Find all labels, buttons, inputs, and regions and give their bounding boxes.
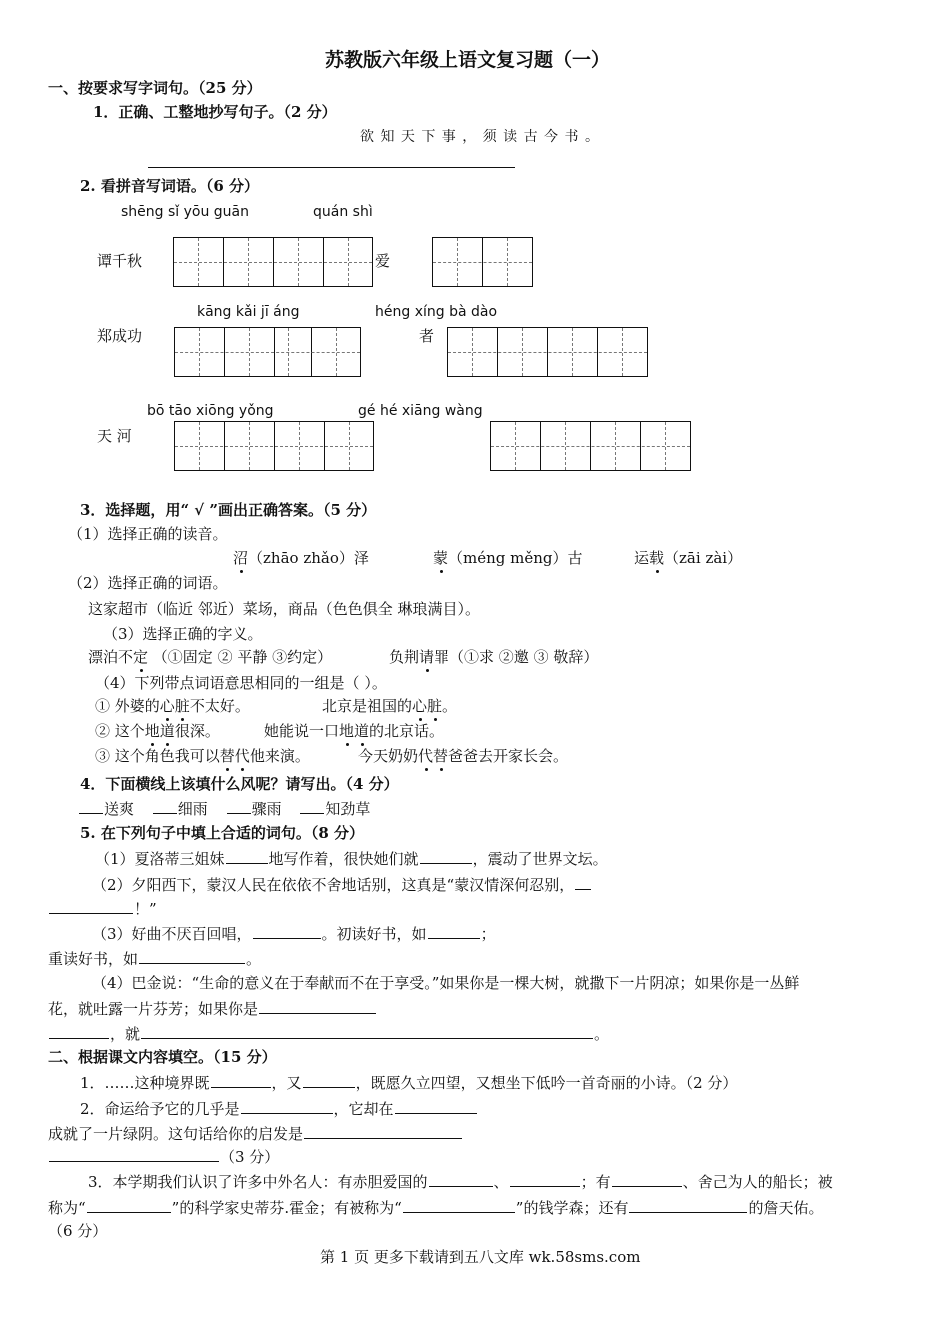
q5-s2: （2）夕阳西下，蒙汉人民在依依不舍地话别，这真是“蒙汉情深何忍别， bbox=[92, 874, 592, 895]
q4-label: 4．下面横线上该填什么风呢？请写出。（4 分） bbox=[80, 775, 399, 793]
row2-name: 郑成功 bbox=[97, 327, 143, 345]
part1-heading: 一、按要求写字词句。（25 分） bbox=[48, 79, 262, 97]
q5-s1: （1）夏洛蒂三姐妹 地写作着，很快她们就 ，震动了世界文坛。 bbox=[95, 850, 608, 868]
q3-s3-a: 漂泊不定 （①固定 ② 平静 ③约定） bbox=[88, 648, 333, 666]
q5-blank[interactable] bbox=[49, 1023, 109, 1039]
q5-blank[interactable] bbox=[253, 923, 321, 939]
q3-s3: （3）选择正确的字义。 bbox=[103, 625, 263, 643]
p2-blank[interactable] bbox=[510, 1171, 580, 1187]
grid-row2-a[interactable] bbox=[174, 327, 361, 377]
p2-blank[interactable] bbox=[211, 1072, 271, 1088]
page-footer: 第 1 页 更多下载请到五八文库 wk.58sms.com bbox=[320, 1248, 641, 1266]
p2-blank[interactable] bbox=[629, 1197, 747, 1213]
row3-name: 天 河 bbox=[97, 427, 132, 445]
q5-s3-b: 重读好书，如 。 bbox=[48, 950, 262, 968]
p2-blank[interactable] bbox=[612, 1171, 682, 1187]
p2-blank[interactable] bbox=[49, 1146, 219, 1162]
q5-blank[interactable] bbox=[226, 848, 268, 864]
q5-label: 5. 在下列句子中填上合适的词句。（8 分） bbox=[80, 824, 365, 842]
grid-row1-b[interactable] bbox=[432, 237, 533, 287]
q4-blank[interactable] bbox=[79, 798, 103, 814]
p2-q1: 1．……这种境界既 ，又 ，既愿久立四望，又想坐下低吟一首奇丽的小诗。（2 分） bbox=[80, 1074, 738, 1092]
p2-q3: 3．本学期我们认识了许多中外名人：有赤胆爱国的 、 ；有 、舍己为人的船长；被 bbox=[88, 1173, 833, 1191]
q5-blank[interactable] bbox=[49, 898, 133, 914]
part2-heading: 二、根据课文内容填空。（15 分） bbox=[48, 1048, 277, 1066]
p2-q2-b: 成就了一片绿阴。这句话给你的启发是 bbox=[48, 1123, 463, 1144]
p2-blank[interactable] bbox=[429, 1171, 493, 1187]
q3-s4-1a: ① 外婆的心脏不太好。 bbox=[95, 697, 250, 715]
grid-row1-a[interactable] bbox=[173, 237, 373, 287]
q4-blank[interactable] bbox=[153, 798, 177, 814]
p2-blank[interactable] bbox=[403, 1197, 515, 1213]
pinyin-row2-b: héng xíng bà dào bbox=[375, 304, 498, 320]
p2-q3-score: （6 分） bbox=[48, 1222, 108, 1240]
q4-blank[interactable] bbox=[300, 798, 324, 814]
q5-s4-c: ，就 。 bbox=[48, 1023, 609, 1044]
grid-row2-b[interactable] bbox=[447, 327, 648, 377]
row2-mid: 者 bbox=[419, 327, 435, 345]
row1-name: 谭千秋 bbox=[97, 252, 143, 270]
q5-blank[interactable] bbox=[420, 848, 472, 864]
q1-answer-line[interactable] bbox=[148, 167, 515, 168]
q3-s2: （2）选择正确的词语。 bbox=[68, 574, 228, 592]
q5-blank[interactable] bbox=[141, 1023, 593, 1039]
q3-s1-a: 沼（zhāo zhǎo）泽 bbox=[233, 549, 369, 567]
grid-row3-b[interactable] bbox=[490, 421, 691, 471]
page-title: 苏教版六年级上语文复习题（一） bbox=[325, 49, 611, 71]
p2-blank[interactable] bbox=[304, 1123, 462, 1139]
p2-q2-c: （3 分） bbox=[48, 1146, 279, 1167]
q5-blank[interactable] bbox=[259, 998, 376, 1014]
q1-sentence: 欲 知 天 下 事 ， 须 读 古 今 书 。 bbox=[360, 129, 600, 145]
pinyin-row1-a: shēng sǐ yōu guān bbox=[121, 204, 250, 220]
q3-s1: （1）选择正确的读音。 bbox=[68, 525, 228, 543]
p2-blank[interactable] bbox=[395, 1098, 477, 1114]
q4-items: 送爽 细雨 骤雨 知劲草 bbox=[78, 798, 370, 819]
q3-s4-3b: 今天奶奶代替爸爸去开家长会。 bbox=[358, 747, 569, 765]
p2-q3-b: 称为“ ”的科学家史蒂芬.霍金；有被称为“ ”的钱学森；还有 的詹天佑。 bbox=[48, 1199, 824, 1217]
p2-blank[interactable] bbox=[241, 1098, 333, 1114]
q5-s3: （3）好曲不厌百回唱， 。初读好书，如 ； bbox=[92, 925, 496, 943]
pinyin-row3-a: bō tāo xiōng yǒng bbox=[147, 403, 274, 419]
q5-blank[interactable] bbox=[139, 948, 245, 964]
q3-s1-b: 蒙（méng měng）古 bbox=[433, 549, 583, 567]
q3-s2-text: 这家超市（临近 邻近）菜场，商品（色色俱全 琳琅满目）。 bbox=[88, 600, 481, 618]
q5-blank[interactable] bbox=[575, 874, 591, 890]
q3-label: 3．选择题，用“ √ ”画出正确答案。（5 分） bbox=[80, 501, 377, 519]
q3-s4-1b: 北京是祖国的心脏。 bbox=[322, 697, 458, 715]
grid-row3-a[interactable] bbox=[174, 421, 374, 471]
q3-s4-3a: ③ 这个角色我可以替代他来演。 bbox=[95, 747, 310, 765]
q3-s3-b: 负荆请罪（①求 ②邀 ③ 敬辞） bbox=[389, 648, 599, 666]
q2-label: 2. 看拼音写词语。（6 分） bbox=[80, 177, 260, 195]
pinyin-row2-a: kāng kǎi jī áng bbox=[197, 304, 300, 320]
p2-q2: 2．命运给予它的几乎是 ，它却在 bbox=[80, 1098, 478, 1119]
q5-s2-end: ！” bbox=[48, 898, 157, 919]
q3-s1-c: 运载（zāi zài） bbox=[634, 549, 743, 567]
pinyin-row3-b: gé hé xiāng wàng bbox=[358, 403, 483, 419]
pinyin-row1-b: quán shì bbox=[313, 204, 373, 220]
row1-mid: 爱 bbox=[375, 252, 391, 270]
q3-s4-2b: 她能说一口地道的北京话。 bbox=[264, 722, 445, 740]
p2-blank[interactable] bbox=[87, 1197, 171, 1213]
q3-s4: （4）下列带点词语意思相同的一组是（ ）。 bbox=[95, 674, 387, 692]
q5-s4: （4）巴金说：“生命的意义在于奉献而不在于享受。”如果你是一棵大树，就撒下一片阴凉；如果你是一丛鲜 bbox=[92, 974, 800, 992]
q5-s4-b: 花，就吐露一片芬芳；如果你是 bbox=[48, 998, 377, 1019]
q1-label: 1．正确、工整地抄写句子。（2 分） bbox=[93, 103, 337, 121]
p2-blank[interactable] bbox=[303, 1072, 355, 1088]
q4-blank[interactable] bbox=[227, 798, 251, 814]
q5-blank[interactable] bbox=[428, 923, 480, 939]
q3-s4-2a: ② 这个地道很深。 bbox=[95, 722, 220, 740]
